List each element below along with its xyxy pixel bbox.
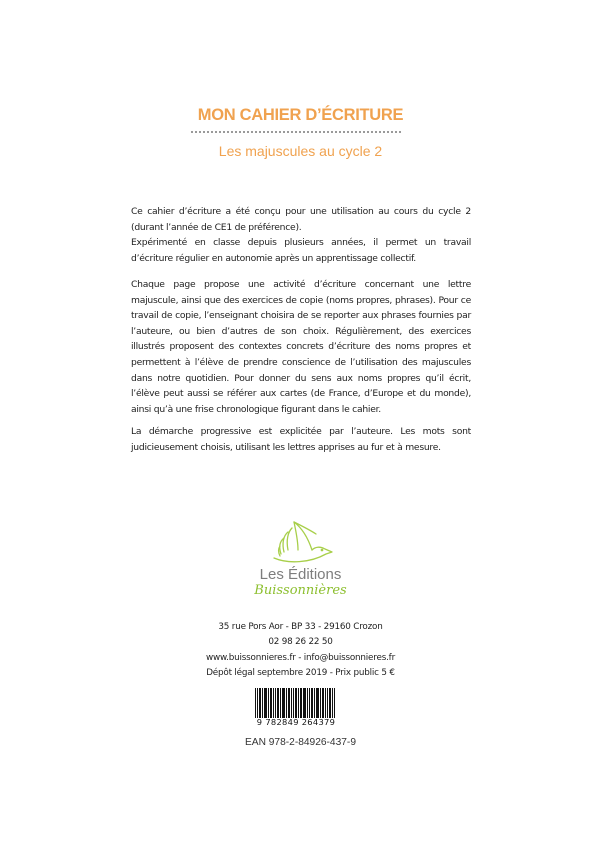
paragraph-approach-text: La démarche progressive est explicitée par l’auteure. Les mots sont judicieusement choisis, utilisant les lettres apprises au fur et à mesure. bbox=[131, 426, 471, 453]
dotted-divider bbox=[191, 131, 401, 133]
page-subtitle: Les majuscules au cycle 2 bbox=[218, 143, 383, 159]
paragraph-intro-line2: Expérimenté en classe depuis plusieurs années, il permet un travail d’écriture régulier en autonomie après un apprentissage collectif. bbox=[131, 237, 471, 264]
barcode bbox=[255, 688, 337, 718]
publisher-web-email: www.buissonnieres.fr - info@buissonnieres.fr bbox=[205, 652, 395, 663]
paragraph-intro bbox=[131, 204, 471, 266]
publisher-address: 35 rue Pors Aor - BP 33 - 29160 Crozon bbox=[218, 622, 383, 632]
publisher-name-line2: Buissonnières bbox=[254, 583, 347, 598]
paragraph-intro-line1: Ce cahier d’écriture a été conçu pour une utilisation au cours du cycle 2 (durant l’année de CE1 de préférence). bbox=[131, 206, 471, 233]
bird-book-icon bbox=[268, 516, 338, 566]
ean-code: EAN 978-2-84926-437-9 bbox=[244, 737, 356, 748]
publisher-contact bbox=[0, 620, 601, 682]
paragraph-description bbox=[131, 277, 471, 417]
paragraph-description-text: Chaque page propose une activité d’écriture concernant une lettre majuscule, ainsi que des exercices de copie (noms propres, phrases). Pour ce travail de copie, l’enseignant choisira de se reporter aux phrases fournies par l’auteure, ou bien d’autres de son choix. Régulièrement, des exercices illustrés proposent des contextes concrets d’écriture des noms propres et permettent à l’élève de prendre conscience de l’utilisation des majuscules dans notre quotidien. Pour donner du sens aux noms propres qu’il écrit, l’élève peut aussi se référer aux cartes (de France, d’Europe et du monde), ainsi qu’à une frise chronologique figurant dans le cahier. bbox=[131, 279, 471, 415]
legal-deposit-price: Dépôt légal septembre 2019 - Prix public 5 € bbox=[206, 668, 395, 679]
publisher-phone: 02 98 26 22 50 bbox=[268, 637, 333, 648]
barcode-digits: 9 782849 264379 bbox=[256, 717, 336, 727]
paragraph-approach bbox=[131, 424, 471, 455]
publisher-name-line1: Les Éditions bbox=[259, 566, 342, 583]
page-title: MON CAHIER D’ÉCRITURE bbox=[197, 106, 404, 124]
